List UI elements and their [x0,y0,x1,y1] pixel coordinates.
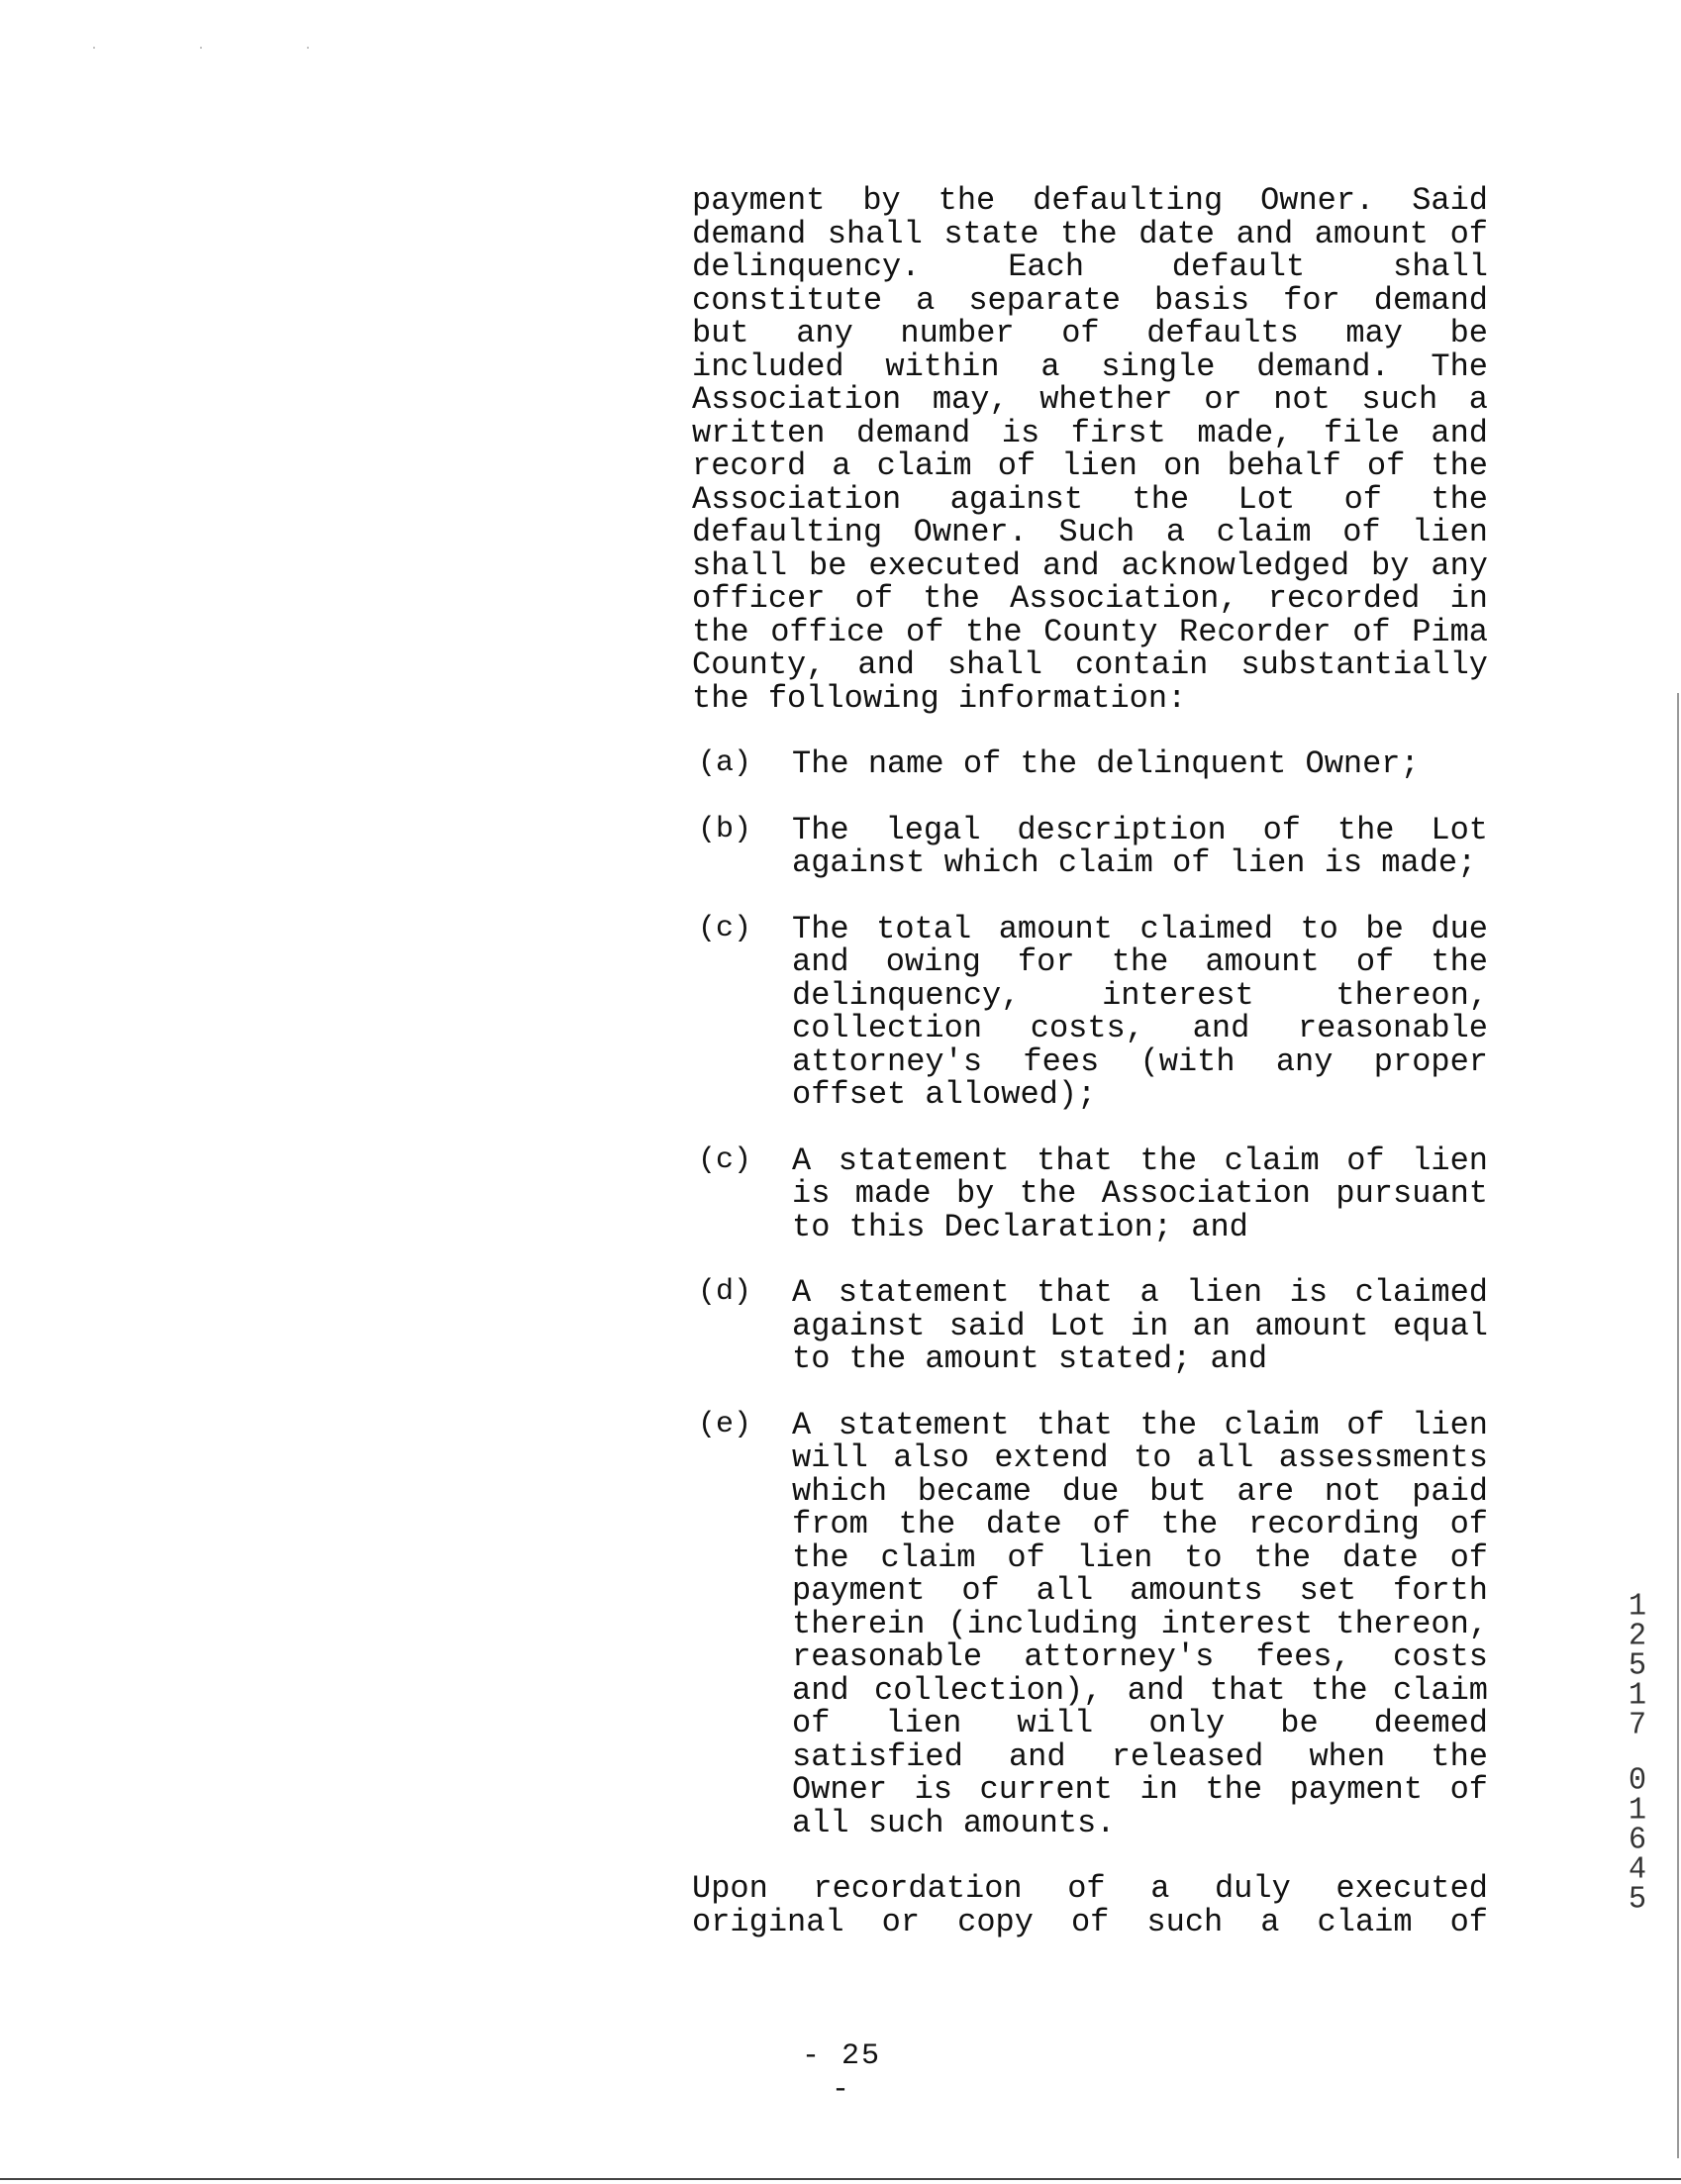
list-item [692,1276,1488,1376]
list-item-marker: (d) [698,1275,752,1309]
stamp-digit: 1 [1628,1589,1646,1625]
stamp-digit: 0 [1628,1763,1646,1799]
opening-paragraph: payment by the defaulting Owner. Said demand shall state the date and amount of delinquency. Each default shall constitute a separate basis for demand but any number of defaults may be included within a single demand. The Association may, whether or not such a written demand is first made, file and record a claim of lien on behalf of the Association against the Lot of the defaulting Owner. Such a claim of lien shall be executed and acknowledged by any officer of the Association, recorded in the office of the County Recorder of Pima County, and shall contain substantially the following information: [692,182,1488,717]
list-item [692,1406,1488,1841]
list-item [692,747,1488,781]
recording-stamp [1624,1589,1651,1918]
scan-edge-line [1677,693,1679,2158]
list-item [692,811,1488,881]
closing-paragraph: Upon recordation of a duly executed original or copy of such a claim of [692,1870,1488,1940]
list-item [692,910,1488,1113]
scan-specks: · · · [91,44,359,54]
list-item-marker: (c) [698,1142,752,1177]
list-item-text: A statement that the claim of lien is made by the Association pursuant to this Declaration; and [792,1142,1488,1245]
stamp-digit: 1 [1628,1793,1646,1829]
list-item-text: The total amount claimed to be due and owing for the amount of the delinquency, interest thereon, collection costs, and reasonable attorney's fees (with any proper offset allowed); [792,910,1488,1113]
stamp-digit: 6 [1628,1823,1646,1858]
stamp-digit: 5 [1628,1648,1646,1684]
list-item-marker: (b) [698,812,752,846]
list-item [692,1144,1488,1244]
list-item-text: A statement that the claim of lien will also extend to all assessments which became due but are not paid from the date of the recording of the claim of lien to the date of payment of all amounts set forth therein (including interest thereon, reasonable attorney's fees, costs and collection), and that the claim of lien will only be deemed satisfied and released when the Owner is current in the payment of all such amounts. [792,1406,1488,1841]
stamp-digit: 5 [1628,1882,1646,1918]
text-column [692,184,1488,1938]
scan-bottom-line [0,2178,1681,2180]
list-item-text: The legal description of the Lot against which claim of lien is made; [792,811,1488,881]
list-item-marker: (c) [698,911,752,945]
stamp-digit: 4 [1628,1852,1646,1888]
list-item-marker: (a) [698,746,752,780]
page-number: - 25 - [801,2039,881,2107]
information-list [692,747,1488,1839]
list-item-marker: (e) [698,1407,752,1441]
stamp-digit: 1 [1628,1678,1646,1714]
stamp-digit: 2 [1628,1619,1646,1654]
list-item-text: A statement that a lien is claimed against said Lot in an amount equal to the amount stated; and [792,1274,1488,1377]
stamp-digit: 7 [1628,1708,1646,1743]
list-item-text: The name of the delinquent Owner; [792,745,1420,782]
